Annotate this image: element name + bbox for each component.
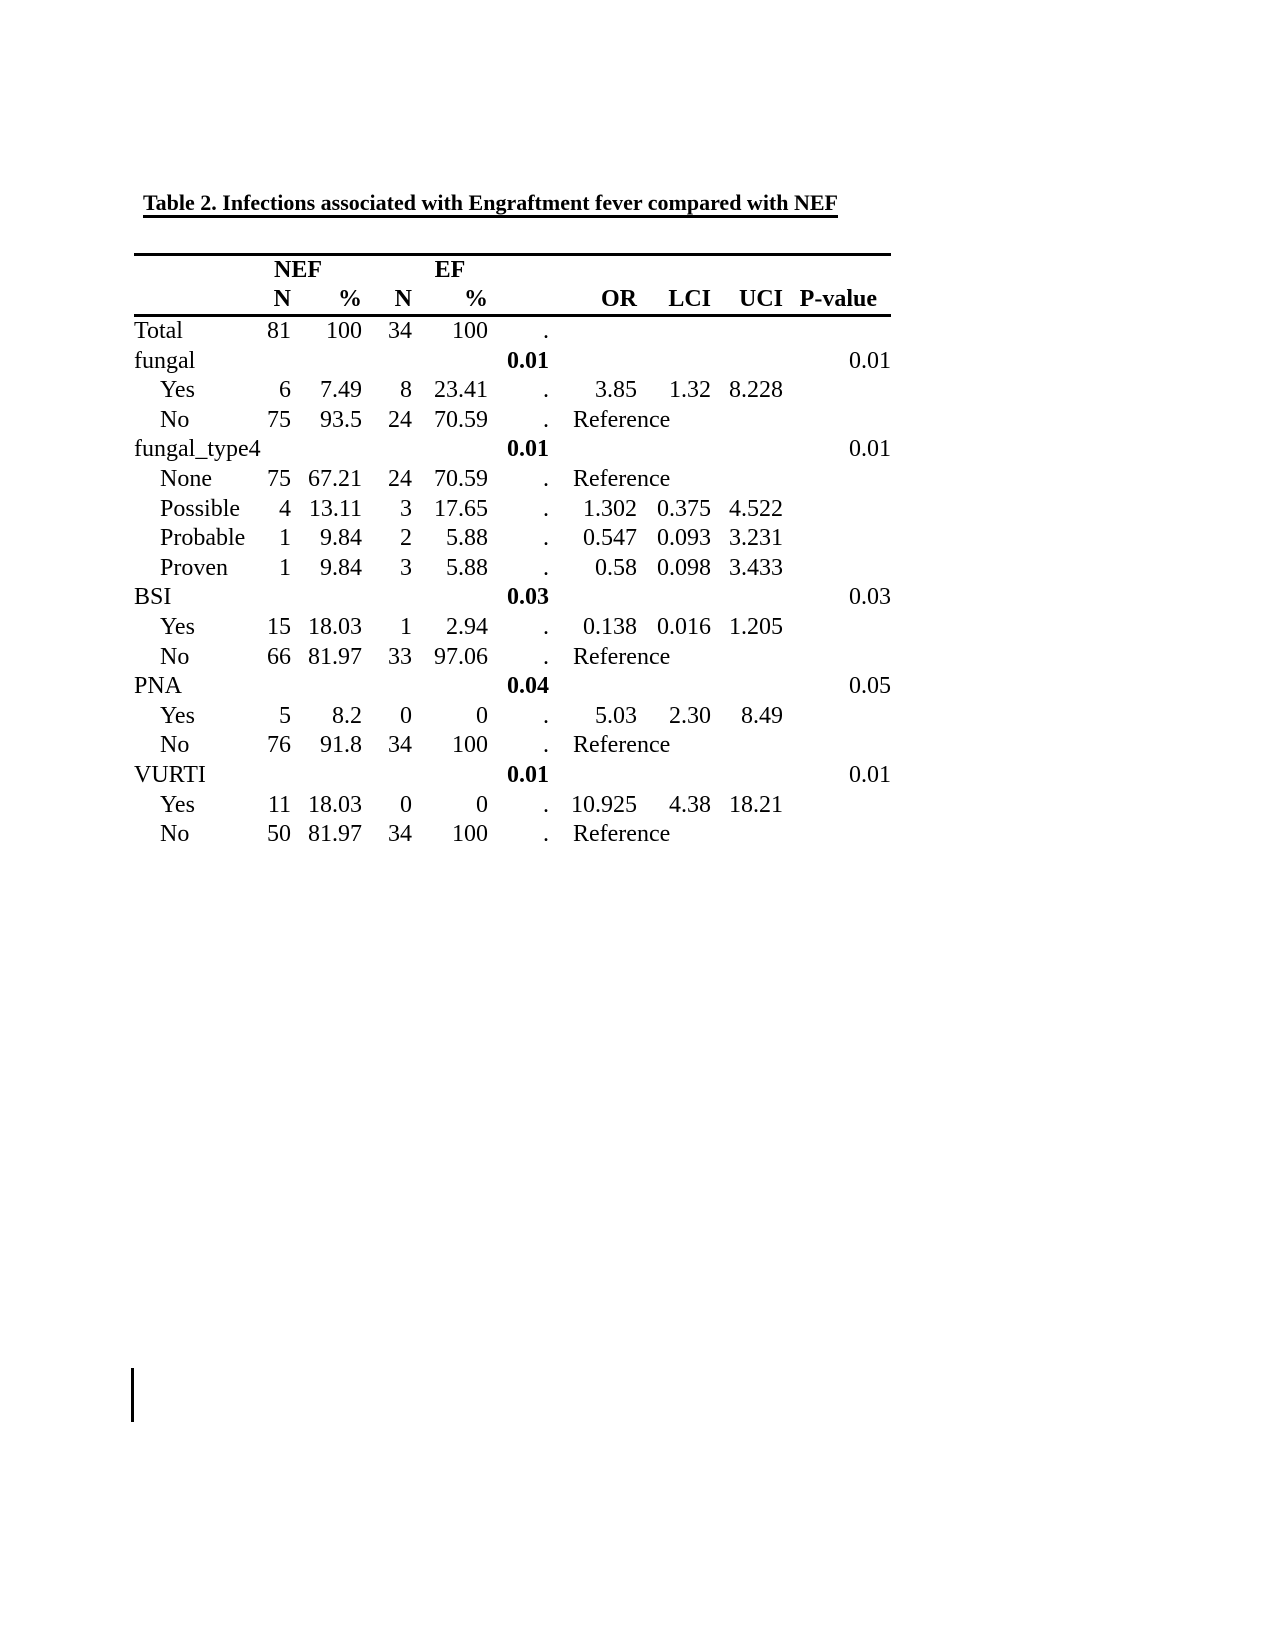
cell-nef-pct: 18.03 (308, 791, 362, 818)
cell-or: 3.85 (595, 377, 637, 404)
cell-variable-label: VURTI (134, 761, 206, 788)
cell-or: Reference (573, 821, 671, 848)
cell-ef-n (362, 761, 412, 791)
table-title (143, 190, 838, 216)
cell-or: 10.925 (571, 791, 637, 818)
cell-or: Reference (573, 732, 671, 759)
cell-variable-label: No (160, 643, 190, 670)
table-row (134, 554, 891, 584)
cell-nef-n (234, 672, 291, 702)
cell-nef-pct: 7.49 (320, 377, 362, 404)
cell-uci: 3.231 (729, 525, 783, 552)
group-header-trailing (488, 255, 891, 286)
cell-nef-pct: 93.5 (320, 406, 362, 433)
cell-or (549, 347, 637, 377)
cell-ef-n: 8 (400, 377, 412, 404)
cell-pvalue (783, 495, 891, 525)
cell-nef-pct (291, 672, 362, 702)
cell-nef-n (234, 347, 291, 377)
cell-nef-pct: 9.84 (320, 525, 362, 552)
cell-uci (711, 406, 783, 436)
col-header-lci: LCI (637, 285, 711, 316)
cell-nef-n: 81 (267, 318, 291, 344)
cell-uci (711, 465, 783, 495)
cell-ef-pct: 0 (476, 702, 488, 729)
table-row (134, 820, 891, 850)
cell-variable-label: fungal (134, 347, 196, 374)
cell-ef-pct: 97.06 (434, 643, 488, 670)
cell-or (549, 583, 637, 613)
cell-variable-label: Yes (160, 702, 195, 729)
cell-uci: 18.21 (729, 791, 783, 818)
cell-ef-pct: 17.65 (434, 495, 488, 522)
cell-ef-n: 34 (388, 732, 412, 759)
cell-nef-pct: 100 (326, 318, 362, 344)
cell-pvalue (783, 316, 891, 347)
cell-uci (711, 820, 783, 850)
cell-ef-pct: 100 (452, 821, 488, 848)
cell-inline-pvalue: . (543, 821, 549, 848)
cell-ef-pct (412, 347, 488, 377)
table-row (134, 524, 891, 554)
cell-nef-n: 50 (267, 821, 291, 848)
cell-inline-pvalue: . (543, 702, 549, 729)
cell-lci: 0.093 (657, 525, 711, 552)
cell-or (549, 316, 637, 347)
cell-ef-n: 2 (400, 525, 412, 552)
cell-lci (637, 435, 711, 465)
cell-uci (711, 672, 783, 702)
cell-uci (711, 316, 783, 347)
cell-lci: 0.098 (657, 554, 711, 581)
cell-inline-pvalue: . (543, 554, 549, 581)
cell-uci: 1.205 (729, 613, 783, 640)
table-row (134, 435, 891, 465)
cell-variable-label: Total (134, 318, 183, 344)
table-row (134, 731, 891, 761)
cell-pvalue (783, 524, 891, 554)
cell-pvalue (783, 376, 891, 406)
cell-uci (711, 643, 783, 673)
cell-pvalue (783, 791, 891, 821)
col-header-ef-n: N (362, 285, 412, 316)
table-row (134, 791, 891, 821)
results-table (134, 253, 891, 850)
cell-nef-pct: 67.21 (308, 465, 362, 492)
cell-or (549, 672, 637, 702)
cell-inline-pvalue: . (543, 525, 549, 552)
cell-ef-pct: 70.59 (434, 465, 488, 492)
cell-inline-pvalue: 0.01 (507, 761, 549, 788)
table-title-text: Table 2. Infections associated with Engraftment fever compared with NEF (143, 190, 838, 215)
cell-or: 1.302 (583, 495, 637, 522)
cell-nef-pct (291, 347, 362, 377)
cell-ef-n: 1 (400, 613, 412, 640)
cell-pvalue: 0.01 (849, 436, 891, 463)
cell-inline-pvalue: . (543, 406, 549, 433)
cell-variable-label: Proven (160, 554, 228, 581)
cell-ef-n: 0 (400, 791, 412, 818)
table-row (134, 465, 891, 495)
cell-pvalue (783, 702, 891, 732)
cell-variable-label: Possible (160, 495, 241, 522)
column-header-row (134, 285, 891, 316)
cell-lci (637, 347, 711, 377)
cell-ef-pct: 70.59 (434, 406, 488, 433)
cell-pvalue (783, 465, 891, 495)
cell-ef-pct (412, 672, 488, 702)
cell-ef-n: 34 (388, 318, 412, 344)
cell-nef-pct: 18.03 (308, 613, 362, 640)
cell-nef-pct: 81.97 (308, 643, 362, 670)
cell-nef-pct (291, 761, 362, 791)
cell-ef-n: 34 (388, 821, 412, 848)
cell-ef-pct (412, 761, 488, 791)
cell-lci: 4.38 (669, 791, 711, 818)
table-row (134, 583, 891, 613)
col-header-nef-pct: % (291, 285, 362, 316)
cell-lci (637, 761, 711, 791)
table-row (134, 347, 891, 377)
cell-lci (637, 583, 711, 613)
cell-lci: 0.375 (657, 495, 711, 522)
cell-inline-pvalue: 0.03 (507, 584, 549, 611)
table-row (134, 406, 891, 436)
group-header-gap (362, 255, 412, 286)
cell-nef-n: 75 (267, 406, 291, 433)
cell-uci: 8.228 (729, 377, 783, 404)
cell-or: 0.547 (583, 525, 637, 552)
table-row (134, 376, 891, 406)
cell-inline-pvalue: 0.01 (507, 436, 549, 463)
cell-nef-n: 5 (279, 702, 291, 729)
group-header-spacer (134, 255, 234, 286)
cell-variable-label: fungal_type4 (134, 436, 261, 463)
table-row (134, 702, 891, 732)
cell-ef-n: 24 (388, 465, 412, 492)
table-body (134, 316, 891, 850)
cell-ef-pct (412, 435, 488, 465)
cell-uci (711, 583, 783, 613)
cell-nef-pct: 13.11 (308, 495, 362, 522)
cell-or: 0.58 (595, 554, 637, 581)
cell-variable-label: Yes (160, 613, 195, 640)
cell-inline-pvalue: 0.04 (507, 673, 549, 700)
table-row (134, 316, 891, 347)
cell-pvalue: 0.01 (849, 347, 891, 374)
cell-ef-n: 3 (400, 554, 412, 581)
cell-lci (637, 316, 711, 347)
cell-nef-n: 75 (267, 465, 291, 492)
cell-uci: 4.522 (729, 495, 783, 522)
cell-pvalue (783, 731, 891, 761)
col-header-variable (134, 285, 234, 316)
cell-nef-pct (291, 583, 362, 613)
cell-pvalue: 0.01 (849, 761, 891, 788)
group-header-row (134, 255, 891, 286)
cell-uci (711, 731, 783, 761)
cell-pvalue (783, 406, 891, 436)
table-row (134, 495, 891, 525)
group-header-ef: EF (434, 257, 466, 283)
cell-nef-n (234, 761, 291, 791)
cell-ef-n: 0 (400, 702, 412, 729)
cell-variable-label: No (160, 821, 190, 848)
cell-inline-pvalue: . (543, 643, 549, 670)
cell-ef-n (362, 347, 412, 377)
cell-ef-n (362, 435, 412, 465)
cell-inline-pvalue: 0.01 (507, 347, 549, 374)
cell-uci (711, 761, 783, 791)
table-row (134, 613, 891, 643)
cell-uci: 8.49 (741, 702, 783, 729)
cell-ef-n: 3 (400, 495, 412, 522)
cell-ef-pct: 0 (476, 791, 488, 818)
cell-pvalue (783, 820, 891, 850)
cell-or: Reference (573, 406, 671, 433)
revision-bar (131, 1368, 134, 1422)
cell-nef-pct (291, 435, 362, 465)
cell-variable-label: None (160, 465, 212, 492)
cell-nef-n: 1 (279, 554, 291, 581)
group-header-nef: NEF (274, 257, 322, 283)
cell-ef-n: 33 (388, 643, 412, 670)
cell-pvalue (783, 643, 891, 673)
cell-nef-n: 15 (267, 613, 291, 640)
cell-pvalue: 0.03 (849, 584, 891, 611)
cell-inline-pvalue: . (543, 465, 549, 492)
col-header-pvalue: P-value (783, 285, 891, 316)
cell-nef-pct: 91.8 (320, 732, 362, 759)
cell-lci: 2.30 (669, 702, 711, 729)
cell-ef-n (362, 583, 412, 613)
cell-nef-n: 76 (267, 732, 291, 759)
table-row (134, 643, 891, 673)
cell-uci (711, 435, 783, 465)
cell-pvalue (783, 554, 891, 584)
cell-nef-n: 11 (267, 791, 291, 818)
cell-ef-pct (412, 583, 488, 613)
cell-ef-n (362, 672, 412, 702)
cell-nef-n: 1 (279, 525, 291, 552)
col-header-ef-pct: % (412, 285, 488, 316)
cell-inline-pvalue: . (543, 613, 549, 640)
cell-inline-pvalue: . (543, 791, 549, 818)
cell-or: Reference (573, 465, 671, 492)
cell-variable-label: No (160, 406, 190, 433)
cell-ef-pct: 5.88 (446, 525, 488, 552)
cell-nef-pct: 8.2 (332, 702, 362, 729)
cell-ef-n: 24 (388, 406, 412, 433)
cell-lci (637, 672, 711, 702)
cell-lci: 0.016 (657, 613, 711, 640)
cell-inline-pvalue: . (543, 377, 549, 404)
cell-ef-pct: 100 (452, 318, 488, 344)
table-row (134, 672, 891, 702)
cell-ef-pct: 23.41 (434, 377, 488, 404)
cell-or (549, 435, 637, 465)
cell-variable-label: No (160, 732, 190, 759)
col-header-blank (488, 285, 549, 316)
cell-variable-label: Yes (160, 791, 195, 818)
col-header-nef-n: N (234, 285, 291, 316)
cell-or: Reference (573, 643, 671, 670)
cell-variable-label: Probable (160, 525, 246, 552)
cell-uci (711, 347, 783, 377)
col-header-uci: UCI (711, 285, 783, 316)
cell-or: 0.138 (583, 613, 637, 640)
cell-inline-pvalue: . (543, 495, 549, 522)
cell-nef-pct: 9.84 (320, 554, 362, 581)
cell-pvalue (783, 613, 891, 643)
cell-pvalue: 0.05 (849, 673, 891, 700)
col-header-or: OR (549, 285, 637, 316)
cell-ef-pct: 5.88 (446, 554, 488, 581)
cell-inline-pvalue: . (543, 318, 549, 344)
cell-or: 5.03 (595, 702, 637, 729)
cell-nef-pct: 81.97 (308, 821, 362, 848)
cell-lci: 1.32 (669, 377, 711, 404)
cell-nef-n: 6 (279, 377, 291, 404)
cell-inline-pvalue: . (543, 732, 549, 759)
cell-nef-n: 4 (279, 495, 291, 522)
cell-uci: 3.433 (729, 554, 783, 581)
cell-nef-n (234, 583, 291, 613)
cell-or (549, 761, 637, 791)
cell-variable-label: PNA (134, 673, 183, 700)
cell-variable-label: Yes (160, 377, 195, 404)
table-row (134, 761, 891, 791)
cell-ef-pct: 100 (452, 732, 488, 759)
cell-variable-label: BSI (134, 584, 172, 611)
cell-ef-pct: 2.94 (446, 613, 488, 640)
cell-nef-n: 66 (267, 643, 291, 670)
